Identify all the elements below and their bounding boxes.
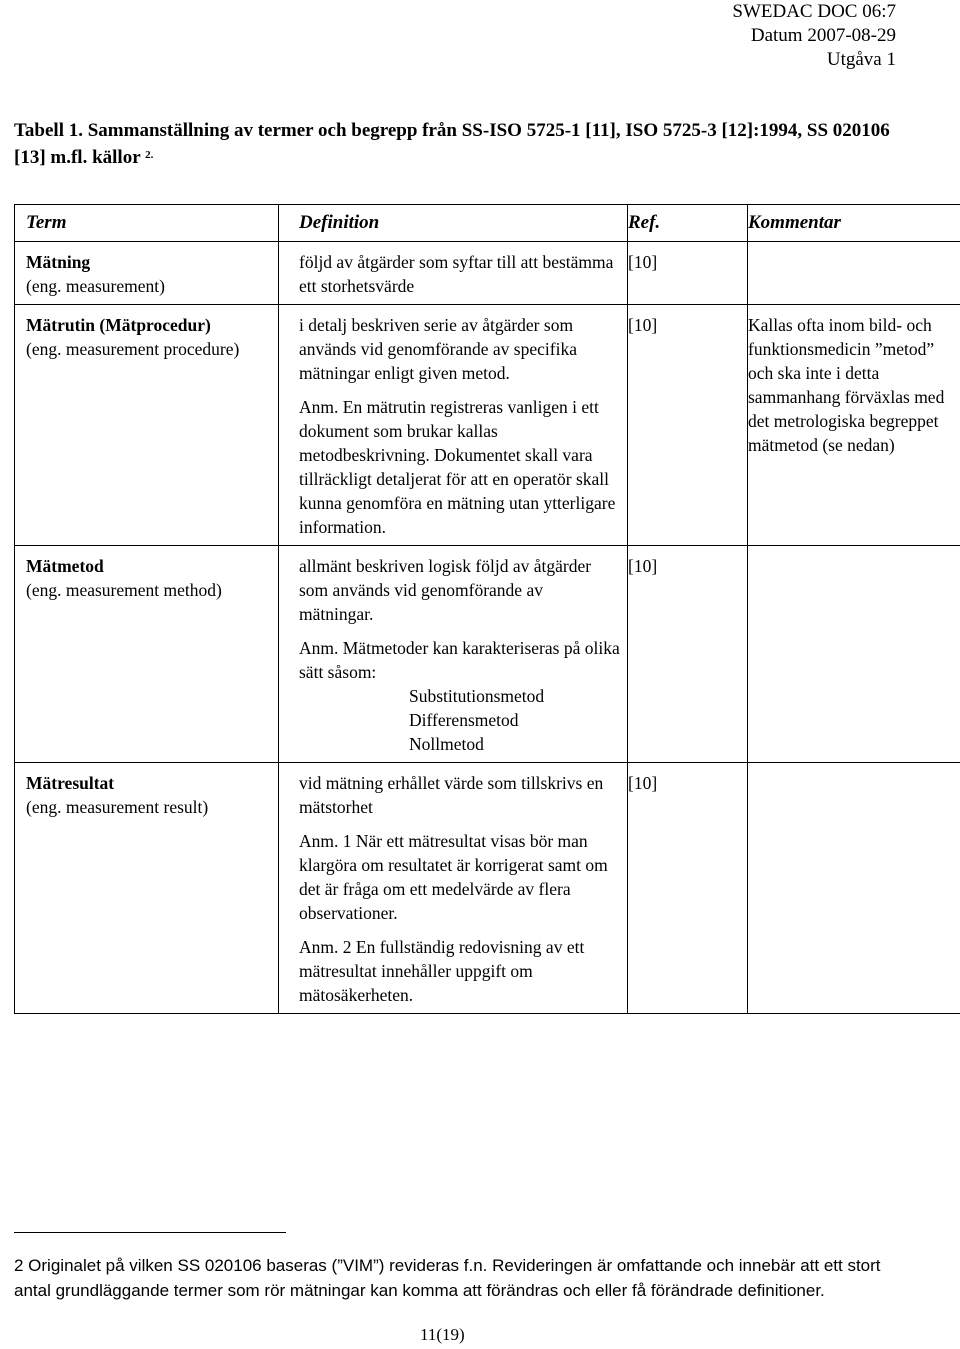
- term-cell: [15, 242, 279, 305]
- term-name: Mätmetod: [26, 556, 104, 576]
- footnote: 2 Originalet på vilken SS 020106 baseras (”VIM”) revideras f.n. Revideringen är omfattande och innebär att ett stort antal grundläggande termer som rör mätningar kan komma att förändras och eller få förändrade definitioner.: [14, 1256, 881, 1300]
- term-cell: [15, 546, 279, 763]
- comment-cell: [748, 242, 960, 305]
- term-name: Mätning: [26, 252, 91, 272]
- term-english: (eng. measurement result): [26, 797, 209, 817]
- header-term: Term: [15, 205, 279, 242]
- header-ref: Ref.: [628, 205, 748, 242]
- table-row: [15, 305, 960, 546]
- comment-cell: [748, 546, 960, 763]
- ref-cell: [10]: [628, 242, 748, 305]
- term-english: (eng. measurement procedure): [26, 339, 240, 359]
- definition-text: i detalj beskriven serie av åtgärder som används vid genomförande av specifika mätningar enligt given metod.: [299, 315, 577, 383]
- definition-cell: [279, 763, 628, 1014]
- definition-note: Anm. 1 När ett mätresultat visas bör man klargöra om resultatet är korrigerat samt om det är fråga om ett medelvärde av flera observationer.: [299, 831, 608, 923]
- comment-cell: Kallas ofta inom bild- och funktionsmedicin ”metod” och ska inte i detta sammanhang förväxlas med det metrologiska begreppet mätmetod (se nedan): [748, 305, 960, 546]
- definition-cell: [279, 305, 628, 546]
- header-comment: Kommentar: [748, 205, 960, 242]
- header-definition: Definition: [279, 205, 628, 242]
- caption-text: Tabell 1. Sammanställning av termer och begrepp från SS-ISO 5725-1 [11], ISO 5725-3 [12]:1994, SS 020106 [13] m.fl. källor: [14, 120, 890, 168]
- definition-cell: [279, 242, 628, 305]
- table-row: [15, 763, 960, 1014]
- doc-edition: Utgåva 1: [826, 49, 896, 70]
- ref-cell: [10]: [628, 763, 748, 1014]
- document-header: [732, 0, 896, 72]
- term-name: Mätrutin (Mätprocedur): [26, 315, 211, 335]
- doc-id: SWEDAC DOC 06:7: [732, 1, 896, 22]
- term-cell: [15, 305, 279, 546]
- method-item: Nollmetod: [409, 734, 484, 754]
- table-caption: [14, 117, 894, 171]
- doc-date: Datum 2007-08-29: [750, 25, 896, 46]
- method-item: Substitutionsmetod: [409, 686, 545, 706]
- definition-text: vid mätning erhållet värde som tillskrivs en mätstorhet: [299, 773, 604, 817]
- table-row: [15, 546, 960, 763]
- term-english: (eng. measurement method): [26, 580, 222, 600]
- definition-cell: [279, 546, 628, 763]
- term-cell: [15, 763, 279, 1014]
- definition-note: Anm. En mätrutin registreras vanligen i ett dokument som brukar kallas metodbeskrivning. Dokumentet skall vara tillräckligt detaljerat för att en operatör skall kunna genomföra en mätning utan ytterligare information.: [299, 397, 616, 537]
- table-header-row: [15, 205, 960, 242]
- definition-note: Anm. 2 En fullständig redovisning av ett mätresultat innehåller uppgift om mätosäkerheten.: [299, 937, 585, 1005]
- definition-text: allmänt beskriven logisk följd av åtgärder som används vid genomförande av mätningar.: [299, 556, 592, 624]
- definition-note: Anm. Mätmetoder kan karakteriseras på olika sätt såsom:: [299, 638, 620, 682]
- page-number: 11(19): [420, 1325, 465, 1344]
- caption-footnote-ref: 2.: [145, 149, 154, 161]
- comment-cell: [748, 763, 960, 1014]
- footnote-separator: [14, 1232, 286, 1233]
- definition-text: följd av åtgärder som syftar till att bestämma ett storhetsvärde: [299, 252, 614, 296]
- ref-cell: [10]: [628, 546, 748, 763]
- term-name: Mätresultat: [26, 773, 115, 793]
- method-item: Differensmetod: [409, 710, 519, 730]
- term-english: (eng. measurement): [26, 276, 165, 296]
- terms-table: [14, 204, 960, 1014]
- ref-cell: [10]: [628, 305, 748, 546]
- table-row: [15, 242, 960, 305]
